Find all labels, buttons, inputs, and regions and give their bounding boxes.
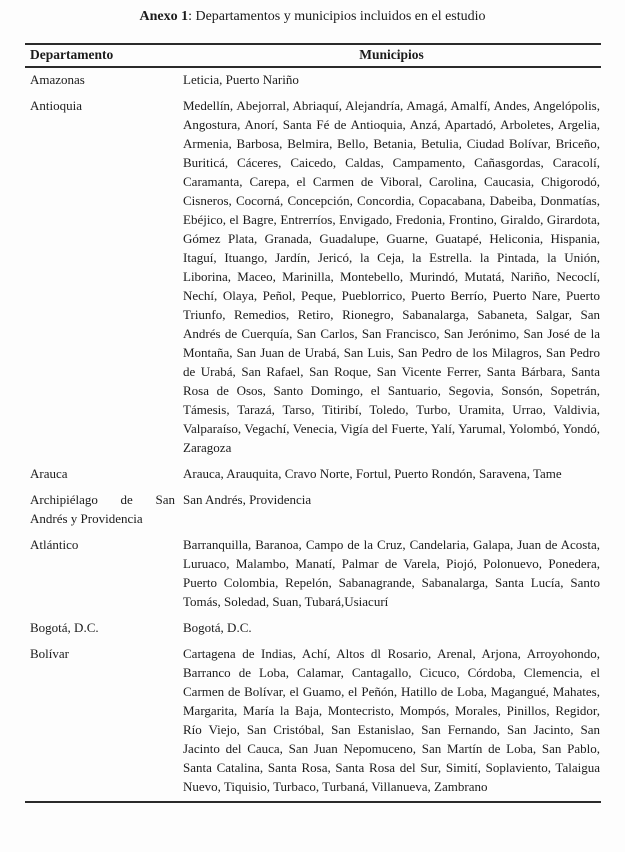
table-row xyxy=(25,616,601,642)
departments-table xyxy=(25,43,601,803)
annex-title-label: Anexo 1 xyxy=(139,9,189,24)
department-cell: Archipiélago de San Andrés y Providencia xyxy=(30,492,175,526)
department-cell: Arauca xyxy=(30,466,68,481)
table-body xyxy=(25,67,601,802)
header-row xyxy=(25,44,601,67)
municipios-cell: San Andrés, Providencia xyxy=(183,492,312,507)
department-cell: Bogotá, D.C. xyxy=(30,620,99,635)
municipios-cell: Bogotá, D.C. xyxy=(183,620,252,635)
header-departamento: Departamento xyxy=(25,44,182,67)
table-row xyxy=(25,488,601,533)
table-header xyxy=(25,44,601,67)
municipios-cell: Cartagena de Indias, Achí, Altos dl Rosario, Arenal, Arjona, Arroyohondo, Barranco de Loba, Calamar, Cantagallo, Cicuco, Córdoba, Clemencia, el Carmen de Bolívar, el Guamo, el Peñón, Hatillo de Loba, Magangué, Mahates, Margarita, María la Baja, Montecristo, Mompós, Morales, Pinillos, Regidor, Río Viejo, San Cristóbal, San Estanislao, San Fernando, San Jacinto, San Jacinto del Cauca, San Juan Nepomuceno, San Martín de Loba, San Pablo, Santa Catalina, Santa Rosa, Santa Rosa del Sur, Simití, Soplaviento, Talaigua Nuevo, Tiquisio, Turbaco, Turbaná, Villanueva, Zambrano xyxy=(183,646,600,794)
municipios-cell: Leticia, Puerto Nariño xyxy=(183,72,299,87)
municipios-cell: Medellín, Abejorral, Abriaquí, Alejandría, Amagá, Amalfí, Andes, Angelópolis, Angostura, Anorí, Santa Fé de Antioquia, Anzá, Apartadó, Arboletes, Argelia, Armenia, Barbosa, Belmira, Bello, Betania, Betulia, Ciudad Bolívar, Briceño, Buriticá, Cáceres, Caicedo, Caldas, Campamento, Cañasgordas, Caracolí, Caramanta, Carepa, el Carmen de Viboral, Carolina, Caucasia, Chigorodó, Cisneros, Cocorná, Concepción, Concordia, Copacabana, Dabeiba, Donmatías, Ebéjico, el Bagre, Entrerríos, Envigado, Fredonia, Frontino, Giraldo, Girardota, Gómez Plata, Granada, Guadalupe, Guarne, Guatapé, Heliconia, Hispania, Itaguí, Ituango, Jardín, Jericó, la Ceja, la Estrella. la Pintada, la Unión, Liborina, Maceo, Marinilla, Montebello, Murindó, Mutatá, Nariño, Necoclí, Nechí, Olaya, Peñol, Peque, Pueblorrico, Puerto Berrío, Puerto Nare, Puerto Triunfo, Remedios, Retiro, Rionegro, Sabanalarga, Sabaneta, Salgar, San Andrés de Cuerquía, San Carlos, San Francisco, San Jerónimo, San José de la Montaña, San Juan de Urabá, San Luis, San Pedro de los Milagros, San Pedro de Urabá, San Rafael, San Roque, San Vicente Ferrer, Santa Bárbara, Santa Rosa de Osos, Santo Domingo, el Santuario, Segovia, Sonsón, Sopetrán, Támesis, Tarazá, Tarso, Titiribí, Toledo, Turbo, Uramita, Urrao, Valdivia, Valparaíso, Vegachí, Venecia, Vigía del Fuerte, Yalí, Yarumal, Yolombó, Yondó, Zaragoza xyxy=(183,98,600,455)
table-row xyxy=(25,642,601,802)
department-cell: Atlántico xyxy=(30,537,79,552)
department-cell: Bolívar xyxy=(30,646,69,661)
department-cell: Antioquia xyxy=(30,98,82,113)
table-row xyxy=(25,462,601,488)
table-row xyxy=(25,67,601,94)
annex-title-text: : Departamentos y municipios incluidos en el estudio xyxy=(188,9,486,24)
table-row xyxy=(25,533,601,616)
municipios-cell: Barranquilla, Baranoa, Campo de la Cruz, Candelaria, Galapa, Juan de Acosta, Luruaco, Malambo, Manatí, Palmar de Varela, Piojó, Polonuevo, Ponedera, Puerto Colombia, Repelón, Sabanagrande, Sabanalarga, Santa Lucía, Santo Tomás, Soledad, Suan, Tubará,Usiacurí xyxy=(183,537,600,609)
table-row xyxy=(25,94,601,462)
municipios-cell: Arauca, Arauquita, Cravo Norte, Fortul, Puerto Rondón, Saravena, Tame xyxy=(183,466,562,481)
header-municipios: Municipios xyxy=(182,44,601,67)
department-cell: Amazonas xyxy=(30,72,85,87)
annex-title xyxy=(0,0,625,26)
